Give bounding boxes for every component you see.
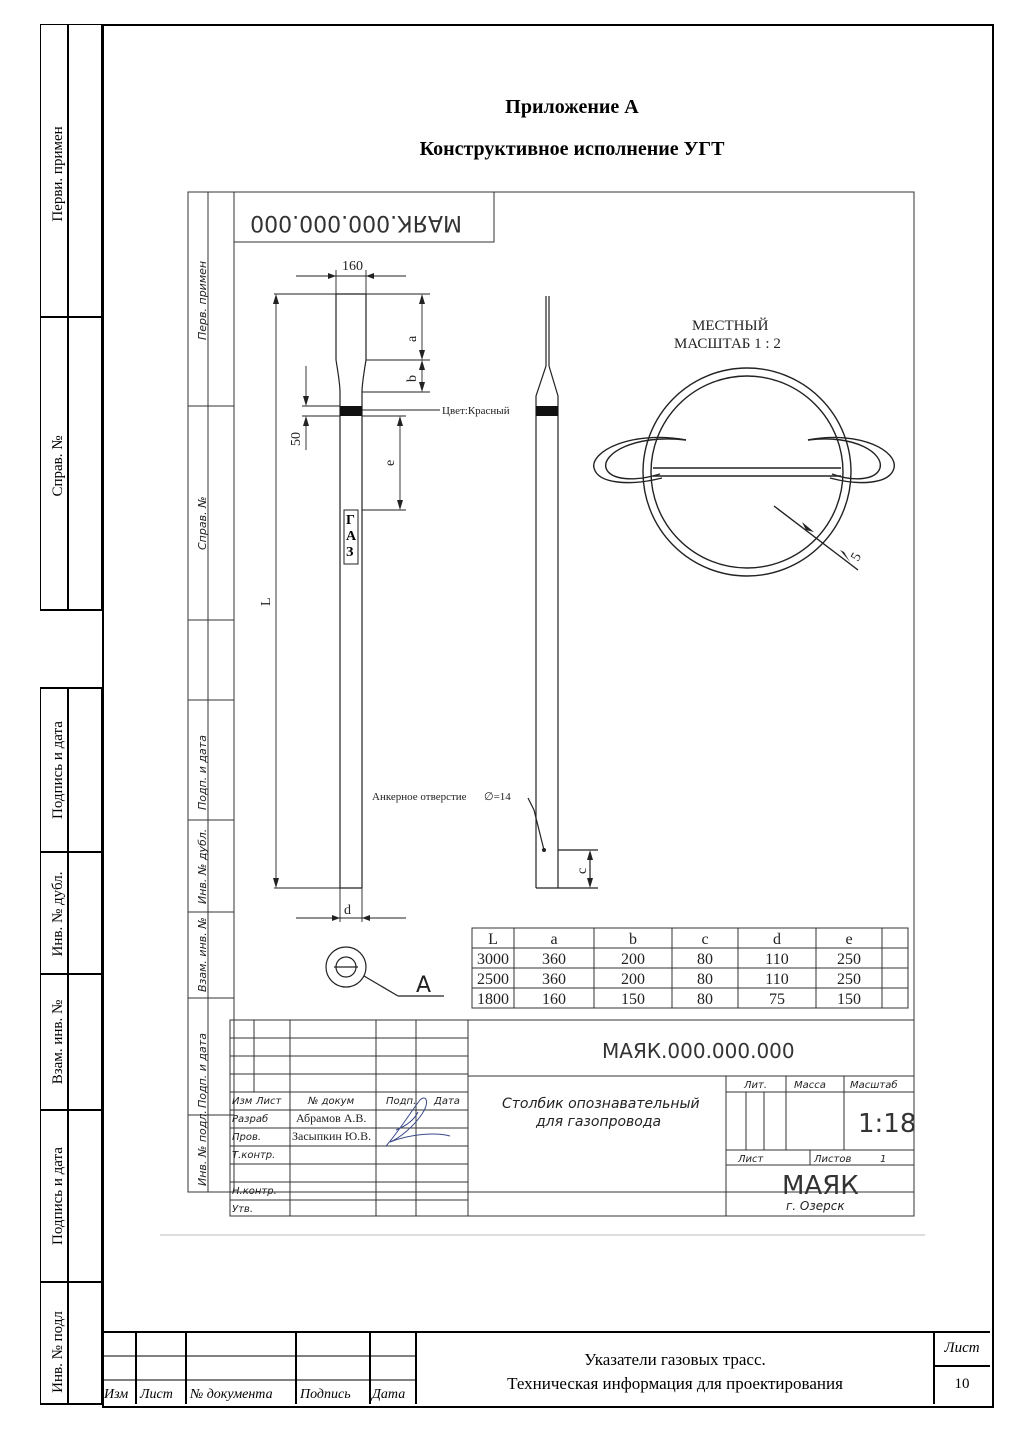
footer-list-label: Лист (944, 1340, 980, 1356)
side-label-inv-podl: Инв. № подл (50, 1311, 66, 1393)
gaz-letter-a: А (346, 529, 357, 544)
pipe-section (594, 368, 895, 576)
tb-massa: Масса (794, 1080, 826, 1091)
tb-data: Дата (434, 1096, 460, 1107)
table-cell: 75 (769, 991, 785, 1008)
pole-side-view (528, 296, 598, 888)
tb-lit: Лит. (744, 1080, 768, 1091)
table-cell: 80 (697, 971, 713, 988)
footer-podpis: Подпись (300, 1387, 351, 1402)
table-header-cell: d (773, 931, 781, 948)
tb-name-2: для газопровода (536, 1114, 662, 1130)
table-header-cell: e (845, 931, 853, 948)
gaz-letter-g: Г (346, 513, 355, 528)
color-label: Цвет:Красный (442, 405, 510, 417)
view-a-label: А (416, 973, 432, 998)
tb-code: МАЯК.000.000.000 (602, 1039, 795, 1063)
table-cell: 250 (837, 951, 861, 968)
tb-prov-name: Засыпкин Ю.В. (292, 1129, 372, 1143)
tb-scale-value: 1:18 (858, 1109, 917, 1139)
table-cell: 110 (765, 951, 789, 968)
gaz-letter-z: З (346, 545, 354, 560)
drawing-strip-vzam: Взам. инв. № (196, 917, 209, 992)
side-label-podpis-data-1: Подпись и дата (50, 721, 66, 819)
table-cell: 110 (765, 971, 789, 988)
drawing-strip-podp-2: Подп. и дата (196, 1033, 209, 1108)
drawing-strip-sprav: Справ. № (196, 496, 209, 550)
side-label-perv-primen: Перви. примен (50, 126, 66, 222)
local-scale-line-2: МАСШТАБ 1 : 2 (674, 336, 781, 352)
tb-org: МАЯК (782, 1171, 859, 1201)
side-label-vzam-inv: Взам. инв. № (50, 999, 66, 1085)
drawing-top-code: МАЯК.000.000.000 (250, 210, 462, 235)
tb-city: г. Озерск (786, 1199, 845, 1213)
footer-doc-title-1: Указатели газовых трасс. (584, 1350, 766, 1369)
table-header-cell: a (550, 931, 558, 948)
tb-prov: Пров. (232, 1132, 262, 1143)
table-cell: 200 (621, 951, 645, 968)
footer-n-dokumenta: № документа (190, 1387, 273, 1402)
dim-b: b (405, 375, 420, 382)
footer-izm: Изм (104, 1387, 129, 1402)
page-subtitle: Конструктивное исполнение УГТ (419, 138, 725, 160)
tb-list: Лист (256, 1096, 282, 1107)
table-cell: 1800 (477, 991, 509, 1008)
side-label-podpis-data-2: Подпись и дата (50, 1147, 66, 1245)
technical-drawing (150, 170, 940, 1245)
table-cell: 200 (621, 971, 645, 988)
table-header-cell: c (701, 931, 709, 948)
anchor-hole-label: Анкерное отверстие (372, 791, 467, 803)
table-cell: 360 (542, 971, 566, 988)
table-cell: 150 (837, 991, 861, 1008)
drawing-strip-inv-podl: Инв. № подл. (196, 1110, 209, 1186)
drawing-strip-inv-dubl: Инв. № дубл. (196, 828, 209, 904)
tb-ndokum: № докум (308, 1096, 355, 1107)
footer-doc-title-2: Техническая информация для проектирования (507, 1374, 843, 1393)
footer-data: Дата (372, 1387, 406, 1402)
side-label-inv-dubl: Инв. № дубл. (50, 871, 66, 957)
dim-a: a (405, 335, 420, 342)
local-scale-line-1: МЕСТНЫЙ (692, 318, 769, 334)
tb-utv: Утв. (232, 1204, 253, 1215)
table-cell: 80 (697, 991, 713, 1008)
dim-c: c (575, 867, 590, 874)
side-label-sprav: Справ. № (50, 435, 66, 497)
tb-name-1: Столбик опознавательный (502, 1096, 700, 1112)
page-title: Приложение А (505, 96, 639, 118)
table-cell: 160 (542, 991, 566, 1008)
table-cell: 250 (837, 971, 861, 988)
tb-tkontr: Т.контр. (232, 1150, 276, 1161)
table-cell: 150 (621, 991, 645, 1008)
drawing-strip-podp-1: Подп. и дата (196, 735, 209, 810)
tb-list2: Лист (738, 1154, 764, 1165)
footer-list: Лист (140, 1387, 173, 1402)
tb-razrab: Разраб (232, 1114, 269, 1125)
table-cell: 360 (542, 951, 566, 968)
dim-e: e (383, 459, 398, 466)
table-header-cell: L (488, 931, 498, 948)
tb-listov-value: 1 (880, 1154, 887, 1165)
tb-izm: Изм (232, 1096, 253, 1107)
table-cell: 80 (697, 951, 713, 968)
tb-podp: Подп. (386, 1096, 417, 1107)
tb-razrab-name: Абрамов А.В. (296, 1111, 367, 1125)
table-header-cell: b (629, 931, 637, 948)
pole-front-view (336, 294, 366, 888)
dim-50: 50 (289, 432, 304, 446)
tb-masshtab: Масштаб (850, 1080, 898, 1091)
table-cell: 2500 (477, 971, 509, 988)
dim-d: d (344, 903, 351, 918)
tb-nkontr: Н.контр. (232, 1186, 277, 1197)
dim-160: 160 (342, 259, 363, 274)
tb-listov: Листов (814, 1154, 852, 1165)
dim-L: L (259, 597, 274, 606)
footer-page-number: 10 (954, 1376, 970, 1392)
dim-5: 5 (848, 550, 865, 564)
anchor-hole-dim: ∅=14 (484, 791, 511, 803)
drawing-strip-perv: Перв. примен (196, 260, 209, 340)
table-cell: 3000 (477, 951, 509, 968)
